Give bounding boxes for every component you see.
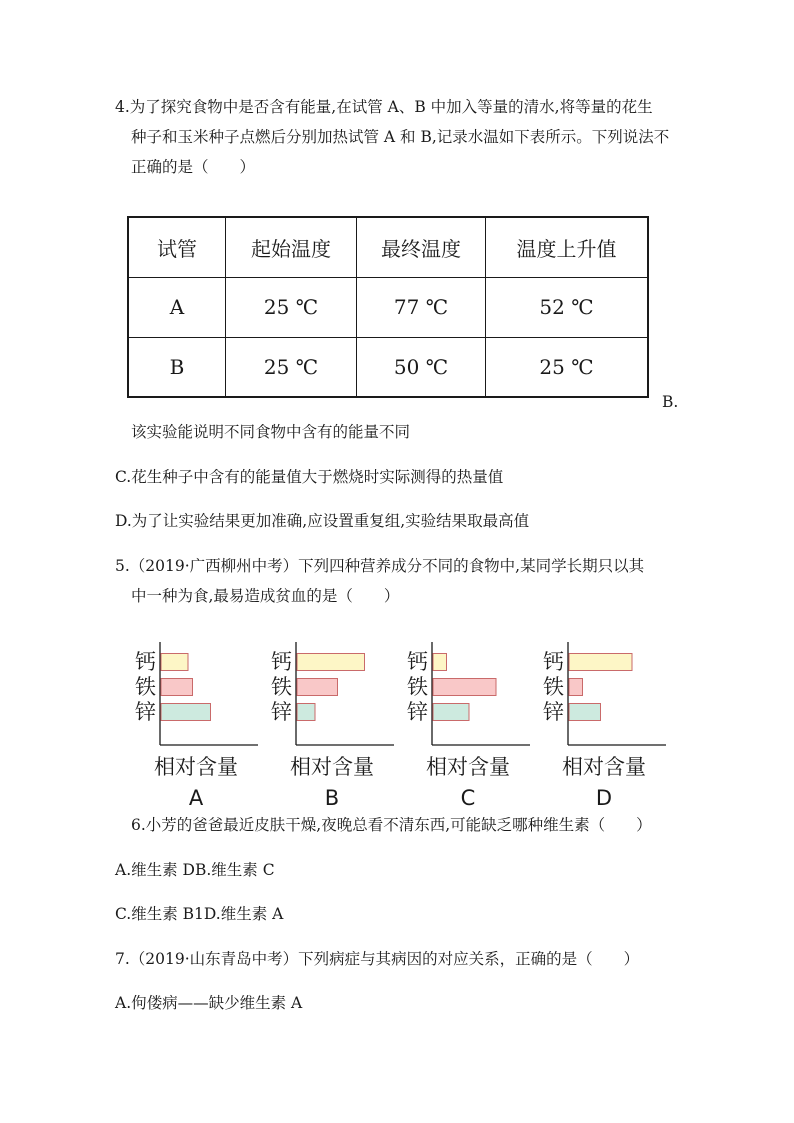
category-label: 钙 xyxy=(543,650,564,674)
table-header-cell: 起始温度 xyxy=(226,217,357,277)
q7-option-a: A.佝偻病——缺少维生素 A xyxy=(115,994,303,1012)
temperature-table xyxy=(127,216,649,398)
category-label: 锌 xyxy=(407,700,428,724)
bar xyxy=(433,704,469,721)
q5-stem-line1: 5.（2019·广西柳州中考）下列四种营养成分不同的食物中,某同学长期只以其 xyxy=(115,557,645,575)
panel-label: A xyxy=(188,786,204,810)
category-label: 锌 xyxy=(543,700,564,724)
q4-option-b: 该实验能说明不同食物中含有的能量不同 xyxy=(131,423,411,441)
bar xyxy=(161,654,188,671)
panel-label: C xyxy=(460,786,476,810)
category-label: 钙 xyxy=(271,650,292,674)
category-label: 锌 xyxy=(135,700,156,724)
bar xyxy=(569,679,583,696)
category-label: 铁 xyxy=(543,675,564,699)
table-cell: 25 ℃ xyxy=(226,337,357,397)
table-header-cell: 最终温度 xyxy=(357,217,486,277)
category-label: 钙 xyxy=(135,650,156,674)
table-header-row xyxy=(128,217,648,277)
table-row xyxy=(128,337,648,397)
bar xyxy=(161,704,211,721)
category-label: 钙 xyxy=(407,650,428,674)
bar xyxy=(569,654,632,671)
q6-options-cd: C.维生素 B1D.维生素 A xyxy=(115,905,284,923)
q7-stem: 7.（2019·山东青岛中考）下列病症与其病因的对应关系，正确的是（ ） xyxy=(115,950,640,968)
table-cell: B xyxy=(128,337,226,397)
table-cell: 25 ℃ xyxy=(486,337,649,397)
q6-options-ab: A.维生素 DB.维生素 C xyxy=(115,861,275,879)
category-label: 锌 xyxy=(271,700,292,724)
table-header-cell: 试管 xyxy=(128,217,226,277)
panel-label: D xyxy=(595,786,613,810)
q4-option-b-label: B. xyxy=(662,393,679,411)
x-axis-label: 相对含量 xyxy=(154,755,238,779)
q4-option-c: C.花生种子中含有的能量值大于燃烧时实际测得的热量值 xyxy=(115,468,504,486)
q6-stem: 6.小芳的爸爸最近皮肤干燥,夜晚总看不清东西,可能缺乏哪种维生素（ ） xyxy=(131,816,652,834)
x-axis-label: 相对含量 xyxy=(426,755,510,779)
q4-option-d: D.为了让实验结果更加准确,应设置重复组,实验结果取最高值 xyxy=(115,512,530,530)
table-row xyxy=(128,277,648,337)
bar xyxy=(297,679,338,696)
bar xyxy=(433,679,496,696)
q5-stem-line2: 中一种为食,最易造成贫血的是（ ） xyxy=(131,587,400,605)
table-cell: 52 ℃ xyxy=(486,277,649,337)
bar xyxy=(433,654,447,671)
category-label: 铁 xyxy=(271,675,292,699)
bar xyxy=(569,704,601,721)
q4-stem-line2: 种子和玉米种子点燃后分别加热试管 A 和 B,记录水温如下表所示。下列说法不 xyxy=(131,128,670,146)
table-header-cell: 温度上升值 xyxy=(486,217,649,277)
table-cell: 25 ℃ xyxy=(226,277,357,337)
nutrient-bar-charts xyxy=(130,636,690,816)
table-cell: A xyxy=(128,277,226,337)
q4-stem-line1: 4.为了探究食物中是否含有能量,在试管 A、B 中加入等量的清水,将等量的花生 xyxy=(115,98,653,116)
category-label: 铁 xyxy=(135,675,156,699)
q4-stem-line3: 正确的是（ ） xyxy=(131,158,256,176)
x-axis-label: 相对含量 xyxy=(290,755,374,779)
category-label: 铁 xyxy=(407,675,428,699)
x-axis-label: 相对含量 xyxy=(562,755,646,779)
bar xyxy=(161,679,193,696)
bar xyxy=(297,704,315,721)
panel-label: B xyxy=(324,786,340,810)
bar xyxy=(297,654,365,671)
table-cell: 50 ℃ xyxy=(357,337,486,397)
table-cell: 77 ℃ xyxy=(357,277,486,337)
